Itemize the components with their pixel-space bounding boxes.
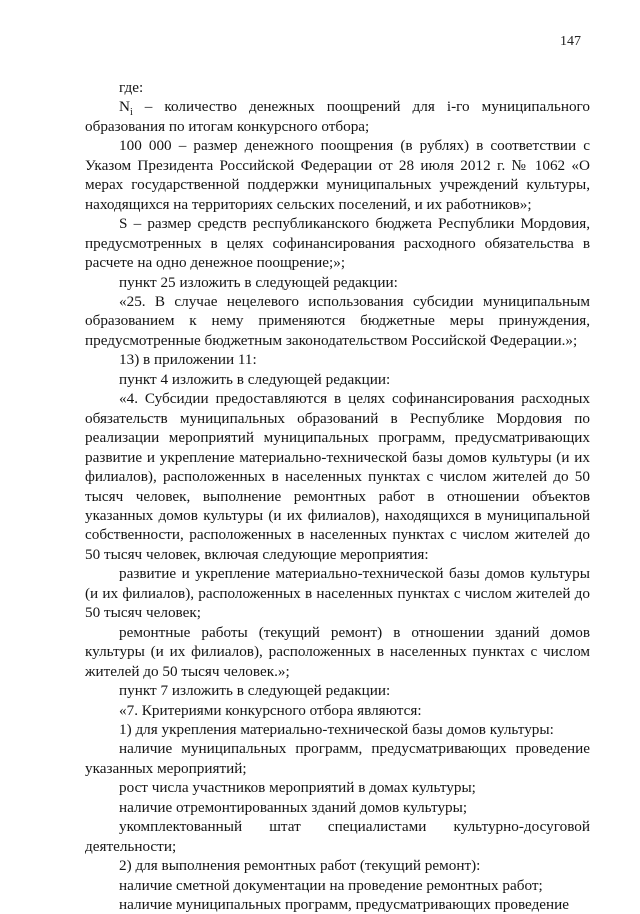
paragraph-text: где: bbox=[119, 79, 144, 96]
paragraph-text: «7. Критериями конкурсного отбора являются: bbox=[119, 701, 422, 719]
paragraph bbox=[85, 78, 590, 97]
paragraph bbox=[85, 701, 590, 720]
document-body bbox=[85, 78, 590, 914]
paragraph-text: наличие отремонтированных зданий домов культуры; bbox=[119, 798, 468, 816]
paragraph bbox=[85, 720, 590, 739]
paragraph bbox=[85, 856, 590, 875]
paragraph-text: пункт 25 изложить в следующей редакции: bbox=[119, 273, 398, 291]
paragraph bbox=[85, 370, 590, 389]
paragraph-text: 13) в приложении 11: bbox=[119, 351, 257, 369]
paragraph bbox=[85, 778, 590, 797]
paragraph bbox=[85, 97, 590, 136]
paragraph-text: – количество денежных поощрений для i-го муниципального образования по итогам конкурсного отбора; bbox=[85, 98, 590, 135]
paragraph bbox=[85, 273, 590, 292]
paragraph bbox=[85, 389, 590, 564]
paragraph-text: развитие и укрепление материально-технической базы домов культуры (и их филиалов), расположенных в населенных пунктах с числом жителей до 50 тысяч человек; bbox=[85, 565, 590, 622]
paragraph bbox=[85, 292, 590, 350]
paragraph bbox=[85, 214, 590, 272]
paragraph bbox=[85, 623, 590, 681]
paragraph bbox=[85, 681, 590, 700]
paragraph bbox=[85, 350, 590, 369]
paragraph bbox=[85, 798, 590, 817]
paragraph-text: ремонтные работы (текущий ремонт) в отношении зданий домов культуры (и их филиалов), расположенных в населенных пунктах с числом жителей до 50 тысяч человек.»; bbox=[85, 623, 590, 680]
page-number: 147 bbox=[560, 34, 581, 49]
subscript: i bbox=[129, 107, 133, 119]
symbol: N bbox=[119, 98, 130, 116]
paragraph bbox=[85, 817, 590, 856]
paragraph-text: рост числа участников мероприятий в домах культуры; bbox=[119, 779, 476, 797]
paragraph bbox=[85, 739, 590, 778]
paragraph-text: S – размер средств республиканского бюджета Республики Мордовия, предусмотренных в целях софинансирования расходного обязательства в расчете на одно денежное поощрение;»; bbox=[85, 215, 590, 272]
paragraph bbox=[85, 564, 590, 622]
paragraph bbox=[85, 136, 590, 214]
paragraph-text: 100 000 – размер денежного поощрения (в рублях) в соответствии с Указом Президента Российской Федерации от 28 июля 2012 г. № 1062 «О мерах государственной поддержки муниципальных учреждений культуры, находящихся на территориях сельских поселений, и их работников»; bbox=[85, 137, 590, 213]
paragraph-text: наличие сметной документации на проведение ремонтных работ; bbox=[119, 876, 543, 894]
paragraph-text: наличие муниципальных программ, предусматривающих проведение bbox=[119, 896, 570, 914]
paragraph-text: 2) для выполнения ремонтных работ (текущий ремонт): bbox=[119, 857, 481, 875]
paragraph-text: 1) для укрепления материально-технической базы домов культуры: bbox=[119, 720, 554, 738]
paragraph-text: «25. В случае нецелевого использования субсидии муниципальным образованием к нему применяются бюджетные меры принуждения, предусмотренные бюджетным законодательством Российской Федерации.»; bbox=[85, 292, 590, 349]
paragraph-text: укомплектованный штат специалистами культурно-досуговой деятельности; bbox=[85, 818, 590, 855]
paragraph-text: пункт 4 изложить в следующей редакции: bbox=[119, 370, 391, 388]
paragraph-text: пункт 7 изложить в следующей редакции: bbox=[119, 682, 391, 700]
paragraph-text: наличие муниципальных программ, предусматривающих проведение указанных мероприятий; bbox=[85, 740, 590, 777]
paragraph bbox=[85, 876, 590, 895]
paragraph-text: «4. Субсидии предоставляются в целях софинансирования расходных обязательств муниципальных образований в Республике Мордовия по реализации мероприятий муниципальных программ, предусматривающих развитие и укрепление материально-технической базы домов культуры (и их филиалов), расположенных в населенных пунктах с числом жителей до 50 тысяч человек, выполнение ремонтных работ в отношении объектов указанных домов культуры (и их филиалов), находящихся в муниципальной собственности, расположенных в населенных пунктах с числом жителей до 50 тысяч человек, включая следующие мероприятия: bbox=[85, 390, 590, 563]
